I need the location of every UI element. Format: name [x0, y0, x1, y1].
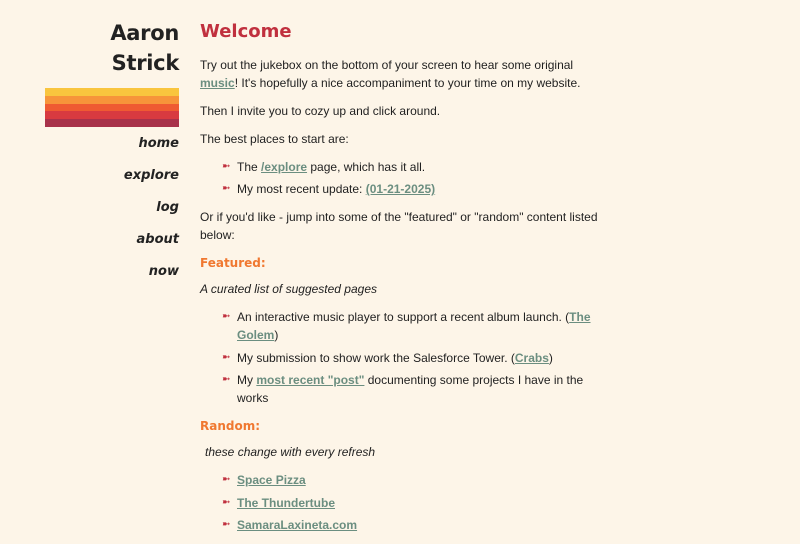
crabs-link[interactable]: Crabs [514, 350, 549, 365]
featured-subtitle: A curated list of suggested pages [200, 282, 377, 297]
stripe [45, 88, 179, 96]
main-nav [45, 135, 179, 295]
thundertube-link[interactable]: The Thundertube [237, 495, 335, 510]
sidebar [45, 18, 179, 295]
featured-heading: Featured: [200, 256, 266, 271]
nav-home[interactable]: home [138, 135, 179, 151]
jump-paragraph: Or if you'd like - jump into some of the "featured" or "random" content listed below: [200, 210, 598, 243]
arrow-bullet-icon: ➼ [222, 183, 231, 195]
stripe [45, 96, 179, 104]
intro-text: Try out the jukebox on the bottom of your screen to hear some original [200, 58, 574, 72]
item-text: My submission to show work the Salesforce Tower. ( [237, 350, 515, 365]
list-item [222, 516, 600, 534]
item-text: ) [548, 350, 553, 365]
stripe-banner [45, 88, 179, 127]
arrow-bullet-icon: ➼ [222, 351, 231, 363]
recent-post-link[interactable]: most recent "post" [256, 373, 365, 388]
list-item [222, 180, 600, 198]
stripe [45, 119, 179, 127]
arrow-bullet-icon: ➼ [222, 311, 231, 323]
space-pizza-link[interactable]: Space Pizza [237, 473, 306, 488]
invite-paragraph: Then I invite you to cozy up and click around. [200, 104, 441, 118]
samara-link[interactable]: SamaraLaxineta.com [237, 517, 358, 532]
nav-now[interactable]: now [148, 263, 179, 279]
item-text: An interactive music player to support a recent album launch. ( [237, 310, 570, 325]
random-subtitle: these change with every refresh [205, 445, 376, 460]
item-text: My [237, 373, 257, 388]
list-item [222, 494, 600, 512]
intro-paragraph [200, 56, 600, 92]
page-title: Welcome [200, 21, 292, 42]
golem-link[interactable]: The Golem [237, 310, 591, 343]
start-list [200, 158, 600, 198]
list-item [222, 158, 600, 176]
recent-update-link[interactable]: (01-21-2025) [365, 182, 436, 197]
list-item [222, 308, 600, 344]
arrow-bullet-icon: ➼ [222, 161, 231, 172]
item-text: My most recent update: [237, 182, 366, 197]
start-paragraph: The best places to start are: [200, 132, 349, 146]
arrow-bullet-icon: ➼ [222, 474, 231, 486]
random-list [200, 471, 600, 534]
site-title[interactable]: Aaron Strick [110, 21, 179, 75]
music-link[interactable]: music [200, 76, 235, 90]
arrow-bullet-icon: ➼ [222, 374, 231, 386]
item-text: ) [274, 328, 279, 343]
stripe [45, 111, 179, 119]
nav-about[interactable]: about [136, 231, 179, 247]
list-item [222, 371, 600, 407]
random-heading: Random: [200, 419, 261, 434]
item-text: page, which has it all. [307, 160, 426, 174]
featured-list [200, 308, 600, 407]
explore-link[interactable]: /explore [261, 160, 308, 174]
arrow-bullet-icon: ➼ [222, 518, 231, 530]
nav-log[interactable]: log [156, 199, 179, 215]
nav-explore[interactable]: explore [123, 167, 179, 183]
list-item [222, 349, 600, 367]
arrow-bullet-icon: ➼ [222, 496, 231, 508]
stripe [45, 104, 179, 112]
main-content [200, 20, 600, 544]
item-text: The [237, 160, 262, 174]
item-text: documenting some projects I have in the works [237, 373, 584, 406]
intro-text-end: ! It's hopefully a nice accompaniment to your time on my website. [234, 76, 581, 90]
list-item [222, 471, 600, 489]
